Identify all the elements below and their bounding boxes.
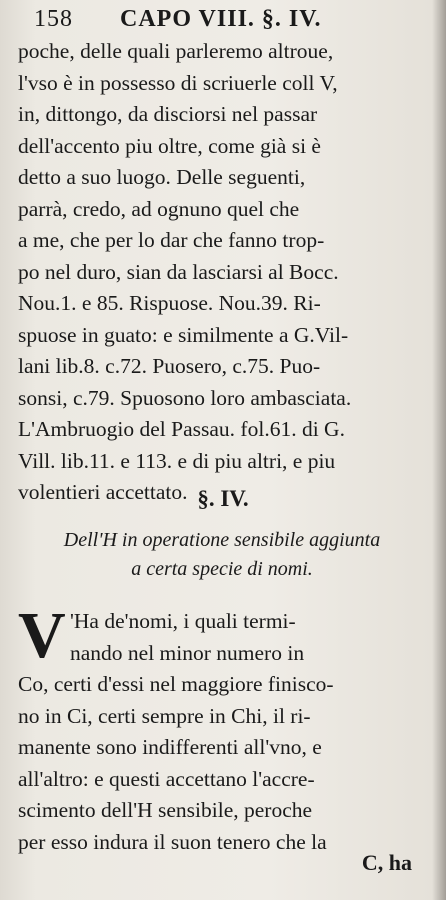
text-line: all'altro: e questi accettano l'accre-	[18, 766, 315, 791]
text-line: poche, delle quali parleremo altroue,	[18, 39, 334, 63]
text-line: a me, che per lo dar che fanno trop-	[18, 228, 325, 252]
text-line: detto a suo luogo. Delle seguenti,	[18, 165, 306, 189]
body-text	[18, 36, 428, 509]
rubric-line: a certa specie di nomi.	[131, 558, 313, 580]
text-line: spuose in guato: e similmente a G.Vil-	[18, 322, 349, 347]
text-line: in, dittongo, da disciorsi nel passar	[18, 102, 318, 126]
page-number: 158	[34, 6, 73, 32]
text-line: sonsi, c.79. Spuosono loro ambasciata.	[18, 385, 352, 410]
text-line: po nel duro, sian da lasciarsi al Bocc.	[18, 259, 339, 284]
page-edge-shadow	[432, 0, 446, 900]
text-line: Co, certi d'essi nel maggiore finisco-	[18, 672, 334, 696]
text-line: volentieri accettato.	[18, 480, 188, 504]
catchword: C, ha	[361, 850, 412, 875]
text-line: dell'accento piu oltre, come già si è	[18, 133, 321, 158]
text-line: 'Ha de'nomi, i quali termi-	[70, 609, 296, 633]
text-line: scimento dell'H sensibile, peroche	[18, 798, 313, 822]
text-line: Nou.1. e 85. Rispuose. Nou.39. Ri-	[18, 291, 321, 315]
running-header	[34, 4, 434, 38]
drop-cap: V	[18, 599, 66, 672]
section-rubric	[12, 526, 432, 584]
rubric-line: Dell'H in operatione sensibile aggiunta	[63, 529, 381, 551]
text-line: lani lib.8. c.72. Puosero, c.75. Puo-	[18, 354, 321, 378]
text-line: Vill. lib.11. e 113. e di piu altri, e piu	[18, 448, 336, 473]
text-line: per esso indura il suon tenero che la	[18, 829, 327, 854]
text-line: L'Ambruogio del Passau. fol.61. di G.	[18, 417, 345, 441]
text-line: manente sono indifferenti all'vno, e	[18, 735, 322, 759]
paragraph-opening	[70, 606, 430, 669]
section-title: §. IV.	[197, 486, 249, 511]
text-line: nando nel minor numero in	[70, 640, 305, 665]
text-line: no in Ci, certi sempre in Chi, il ri-	[18, 703, 311, 728]
paragraph-body	[18, 669, 428, 858]
chapter-title: CAPO VIII. §. IV.	[120, 6, 322, 32]
text-line: parrà, credo, ad ognuno quel che	[18, 196, 300, 221]
text-line: l'vso è in possesso di scriuerle coll V,	[18, 70, 338, 95]
